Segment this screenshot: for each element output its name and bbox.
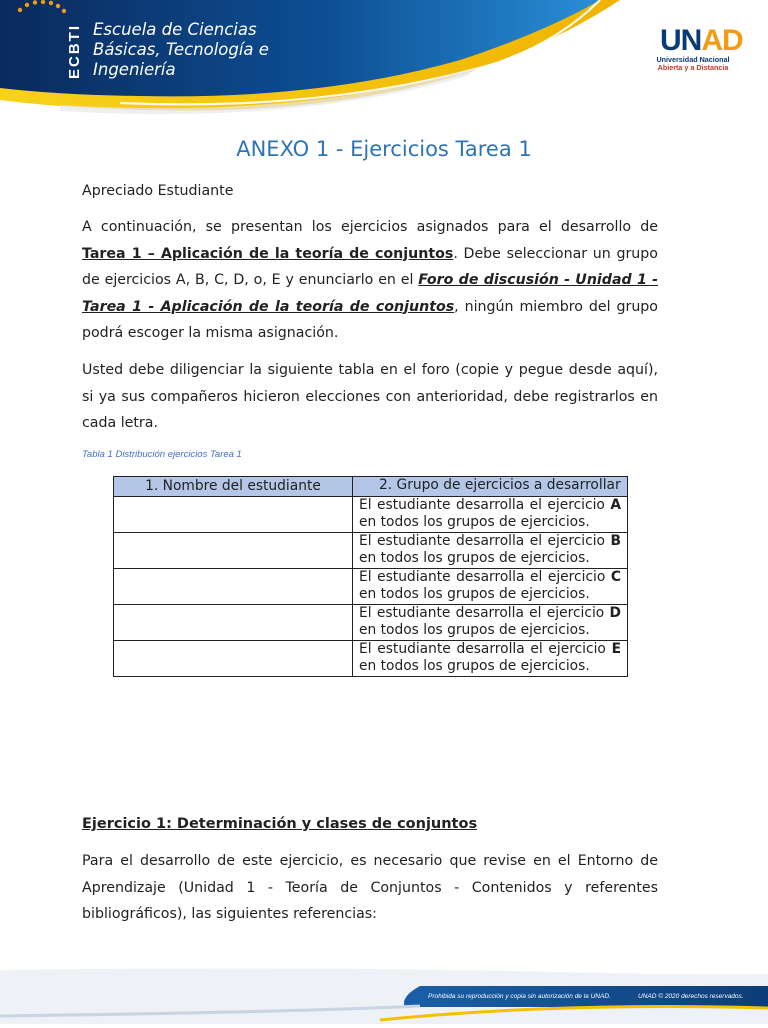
school-name: Escuela de Ciencias Básicas, Tecnología e Ingeniería	[93, 20, 269, 79]
table-row	[114, 568, 628, 604]
header-exercise-group: 2. Grupo de ejercicios a desarrollar	[353, 477, 628, 497]
student-name-cell[interactable]	[114, 568, 353, 604]
unad-wordmark: UNAD	[660, 24, 743, 57]
footer-copyright: UNAD © 2020 derechos reservados.	[638, 993, 744, 1000]
exercise-cell: El estudiante desarrolla el ejercicio C en todos los grupos de ejercicios.	[353, 568, 628, 604]
table-row	[114, 496, 628, 532]
student-name-cell[interactable]	[114, 640, 353, 676]
table-header-row	[114, 477, 628, 497]
header-student-name: 1. Nombre del estudiante	[114, 477, 353, 497]
exercise-1-heading: Ejercicio 1: Determinación y clases de conjuntos	[82, 816, 478, 832]
forum-link[interactable]: Foro de discusión - Unidad 1 - Tarea 1 - Aplicación de la teoría de conjuntos	[82, 272, 658, 315]
student-name-cell[interactable]	[114, 496, 353, 532]
instructions-paragraph: Usted debe diligenciar la siguiente tabla en el foro (copie y pegue desde aquí), si ya sus compañeros hicieron elecciones con anterioridad, debe registrarlos en cada letra.	[82, 362, 658, 431]
exercise-1-text: Para el desarrollo de este ejercicio, es necesario que revise en el Entorno de Aprendizaje (Unidad 1 - Teoría de Conjuntos - Contenidos y referentes bibliográficos), las siguientes referencias:	[82, 853, 658, 922]
exercise-cell: El estudiante desarrolla el ejercicio E en todos los grupos de ejercicios.	[353, 640, 628, 676]
unad-logo-icon	[0, 0, 100, 65]
table-row	[114, 640, 628, 676]
exercise-cell: El estudiante desarrolla el ejercicio D en todos los grupos de ejercicios.	[353, 604, 628, 640]
student-name-cell[interactable]	[114, 604, 353, 640]
footer-notice: Prohibida su reproducción y copia sin autorización de la UNAD.	[428, 993, 611, 1000]
student-name-cell[interactable]	[114, 532, 353, 568]
greeting: Apreciado Estudiante	[82, 183, 234, 199]
distribution-table	[113, 476, 628, 677]
unad-full-name: Universidad Nacional Abierta y a Distancia	[656, 55, 730, 72]
intro-paragraph: A continuación, se presentan los ejercicios asignados para el desarrollo de Tarea 1 – Aplicación de la teoría de conjuntos. Debe seleccionar un grupo de ejercicios A, B, C, D, o, E y enunciarlo en el Foro de discusión - Unidad 1 - Tarea 1 - Aplicación de la teoría de conjuntos, ningún miembro del grupo podrá escoger la misma asignación.	[82, 219, 658, 341]
table-row	[114, 604, 628, 640]
page-header	[0, 0, 768, 135]
table-row	[114, 532, 628, 568]
exercise-cell: El estudiante desarrolla el ejercicio B en todos los grupos de ejercicios.	[353, 532, 628, 568]
task-name: Tarea 1 – Aplicación de la teoría de conjuntos	[82, 245, 454, 262]
table-caption: Tabla 1 Distribución ejercicios Tarea 1	[82, 449, 242, 460]
exercise-cell: El estudiante desarrolla el ejercicio A en todos los grupos de ejercicios.	[353, 496, 628, 532]
page-title: ANEXO 1 - Ejercicios Tarea 1	[236, 137, 532, 161]
ecbti-badge: ECBTI	[66, 24, 83, 80]
